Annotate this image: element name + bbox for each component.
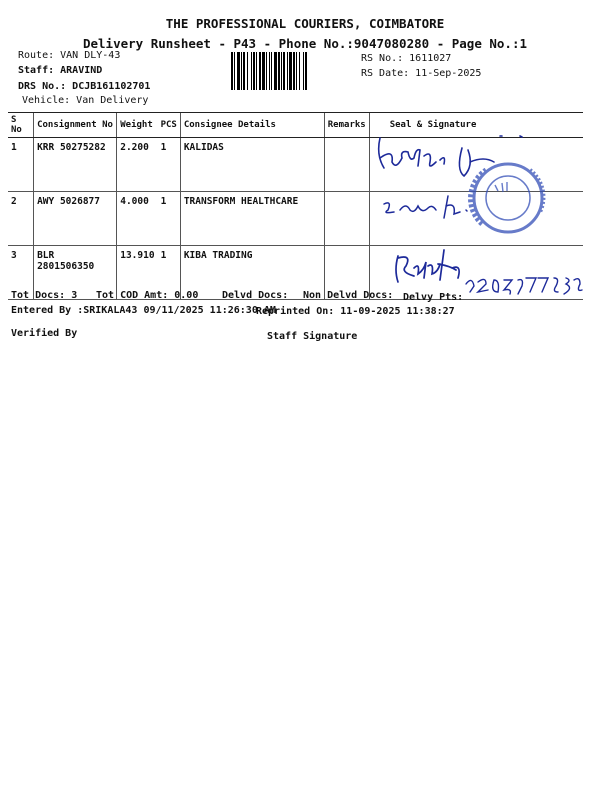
cell-weight: 4.000 <box>117 192 158 246</box>
delivery-points: Delvy Pts: <box>403 292 464 303</box>
cell-remarks <box>324 192 369 246</box>
col-consignee: Consignee Details <box>180 113 324 138</box>
cell-consignee: KALIDAS <box>180 138 324 192</box>
cell-weight: 13.910 <box>117 246 158 300</box>
cell-consignment: BLR 2801506350 <box>34 246 117 300</box>
cell-sno: 1 <box>8 138 34 192</box>
barcode <box>231 52 355 90</box>
cell-signature <box>369 138 583 192</box>
col-remarks: Remarks <box>324 113 369 138</box>
table-row <box>8 192 583 246</box>
col-sno: S No <box>8 113 34 138</box>
rs-number: RS No.: 1611027 <box>361 53 452 64</box>
cell-weight: 2.200 <box>117 138 158 192</box>
cell-remarks <box>324 138 369 192</box>
delivered-docs: Delvd Docs: <box>222 290 289 301</box>
cell-pcs: 1 <box>158 192 181 246</box>
total-cod-amount: Tot COD Amt: 0.00 <box>96 290 199 301</box>
reprinted-on: Reprinted On: 11-09-2025 11:38:27 <box>256 306 455 317</box>
cell-consignment: KRR 50275282 <box>34 138 117 192</box>
cell-signature <box>369 246 583 300</box>
col-consignment: Consignment No <box>34 113 117 138</box>
verified-by-label: Verified By <box>11 328 78 339</box>
table-row <box>8 138 583 192</box>
staff-signature-label: Staff Signature <box>267 331 358 342</box>
cell-pcs: 1 <box>158 246 181 300</box>
col-pcs: PCS <box>158 113 181 138</box>
staff-label: Staff: ARAVIND <box>18 65 103 76</box>
cell-signature <box>369 192 583 246</box>
runsheet-title: Delivery Runsheet - P43 - Phone No.:9047080280 - Page No.:1 <box>82 36 527 51</box>
cell-consignee: KIBA TRADING <box>180 246 324 300</box>
total-docs: Tot Docs: 3 <box>11 290 78 301</box>
rs-date: RS Date: 11-Sep-2025 <box>361 68 482 79</box>
table-row <box>8 246 583 300</box>
cell-pcs: 1 <box>158 138 181 192</box>
cell-consignment: AWY 5026877 <box>34 192 117 246</box>
drs-number: DRS No.: DCJB161102701 <box>18 81 151 92</box>
runsheet-table <box>8 112 583 300</box>
table-header-row <box>8 113 583 138</box>
cell-sno: 3 <box>8 246 34 300</box>
cell-consignee: TRANSFORM HEALTHCARE <box>180 192 324 246</box>
vehicle-label: Vehicle: Van Delivery <box>22 95 149 106</box>
non-delivered-docs: Non Delvd Docs: <box>303 290 394 301</box>
route-label: Route: VAN DLY-43 <box>18 50 121 61</box>
company-name: THE PROFESSIONAL COURIERS, COIMBATORE <box>165 16 445 31</box>
cell-sno: 2 <box>8 192 34 246</box>
entered-by: Entered By :SRIKALA43 09/11/2025 11:26:30 AM <box>11 305 276 316</box>
col-seal-signature: Seal & Signature <box>369 113 583 138</box>
col-weight: Weight <box>117 113 158 138</box>
